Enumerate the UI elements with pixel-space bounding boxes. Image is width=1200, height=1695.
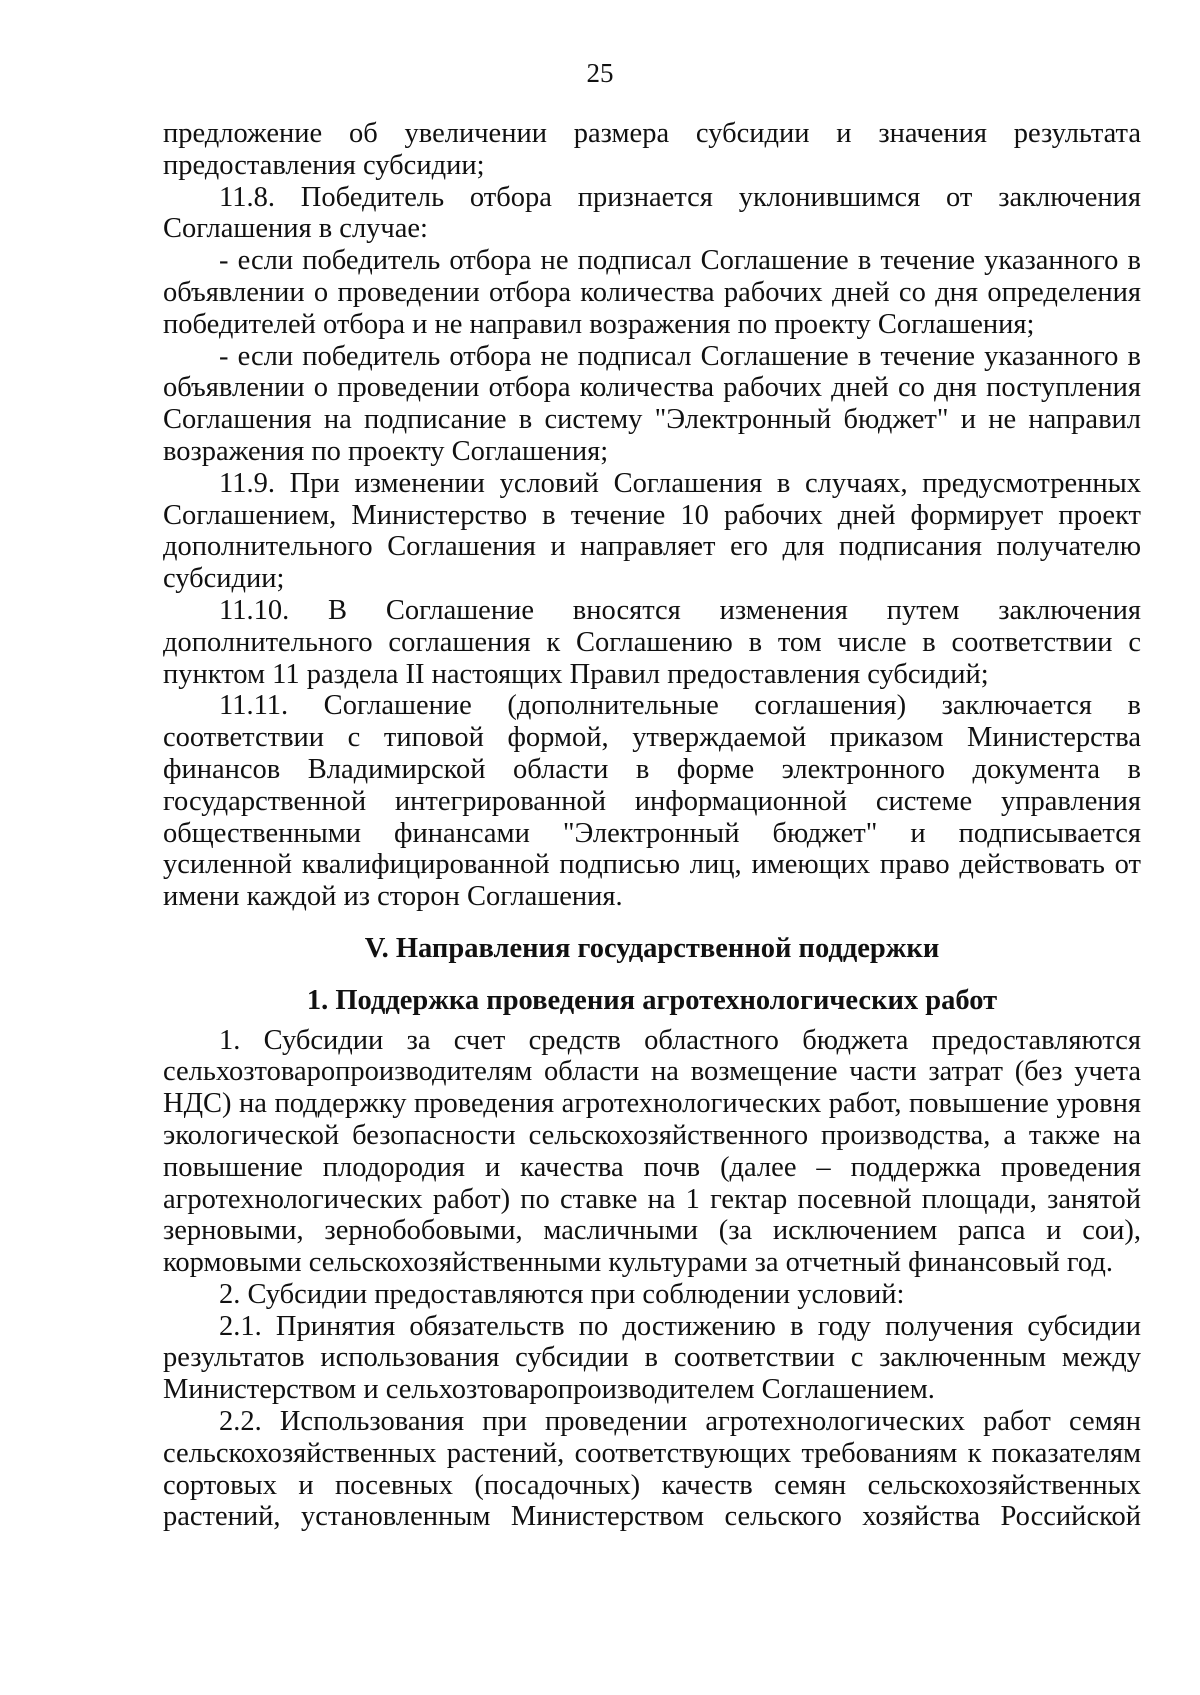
section-heading: V. Направления государственной поддержки [364,932,940,964]
paragraph-bullet-2: - если победитель отбора не подписал Соглашение в течение указанного в объявлении о проведении отбора количества рабочих дней со дня поступления Соглашения на подписание в систему "Электронный бюджет" и не направил возражения по проекту Соглашения; [163,340,1141,467]
paragraph-2: 2. Субсидии предоставляются при соблюдении условий: [219,1278,905,1310]
paragraph-2-1: 2.1. Принятия обязательств по достижению в году получения субсидии результатов использования субсидии в соответствии с заключенным между Министерством и сельхозтоваропроизводителем Соглашением. [163,1310,1141,1406]
subsection-heading: 1. Поддержка проведения агротехнологических работ [306,984,998,1016]
paragraph-11-10: 11.10. В Соглашение вносятся изменения путем заключения дополнительного соглашения к Соглашению в том числе в соответствии с пунктом 11 раздела II настоящих Правил предоставления субсидий; [163,594,1141,690]
paragraph-11-8: 11.8. Победитель отбора признается уклонившимся от заключения Соглашения в случае: [163,181,1141,245]
document-body [163,118,1141,1533]
paragraph-1: 1. Субсидии за счет средств областного бюджета предоставляются сельхозтоваропроизводителям области на возмещение части затрат (без учета НДС) на поддержку проведения агротехнологических работ, повышение уровня экологической безопасности сельскохозяйственного производства, а также на повышение плодородия и качества почв (далее – поддержка проведения агротехнологических работ) по ставке на 1 гектар посевной площади, занятой зерновыми, зернобобовыми, масличными (за исключением рапса и сои), кормовыми сельскохозяйственными культурами за отчетный финансовый год. [163,1024,1141,1279]
page-number: 25 [586,58,614,88]
paragraph-11-11: 11.11. Соглашение (дополнительные соглашения) заключается в соответствии с типовой формой, утверждаемой приказом Министерства финансов Владимирской области в форме электронного документа в государственной интегрированной информационной системе управления общественными финансами "Электронный бюджет" и подписывается усиленной квалифицированной подписью лиц, имеющих право действовать от имени каждой из сторон Соглашения. [163,690,1141,913]
paragraph-11-9: 11.9. При изменении условий Соглашения в случаях, предусмотренных Соглашением, Министерство в течение 10 рабочих дней формирует проект дополнительного Соглашения и направляет его для подписания получателю субсидии; [163,467,1141,595]
paragraph-continuation: предложение об увеличении размера субсидии и значения результата предоставления субсидии; [163,118,1141,181]
paragraph-bullet-1: - если победитель отбора не подписал Соглашение в течение указанного в объявлении о проведении отбора количества рабочих дней со дня определения победителей отбора и не направил возражения по проекту Соглашения; [163,245,1141,340]
paragraph-2-2: 2.2. Использования при проведении агротехнологических работ семян сельскохозяйственных растений, соответствующих требованиям к показателям сортовых и посевных (посадочных) качеств семян сельскохозяйственных растений, установленным Министерством сельского хозяйства Российской [163,1406,1141,1533]
